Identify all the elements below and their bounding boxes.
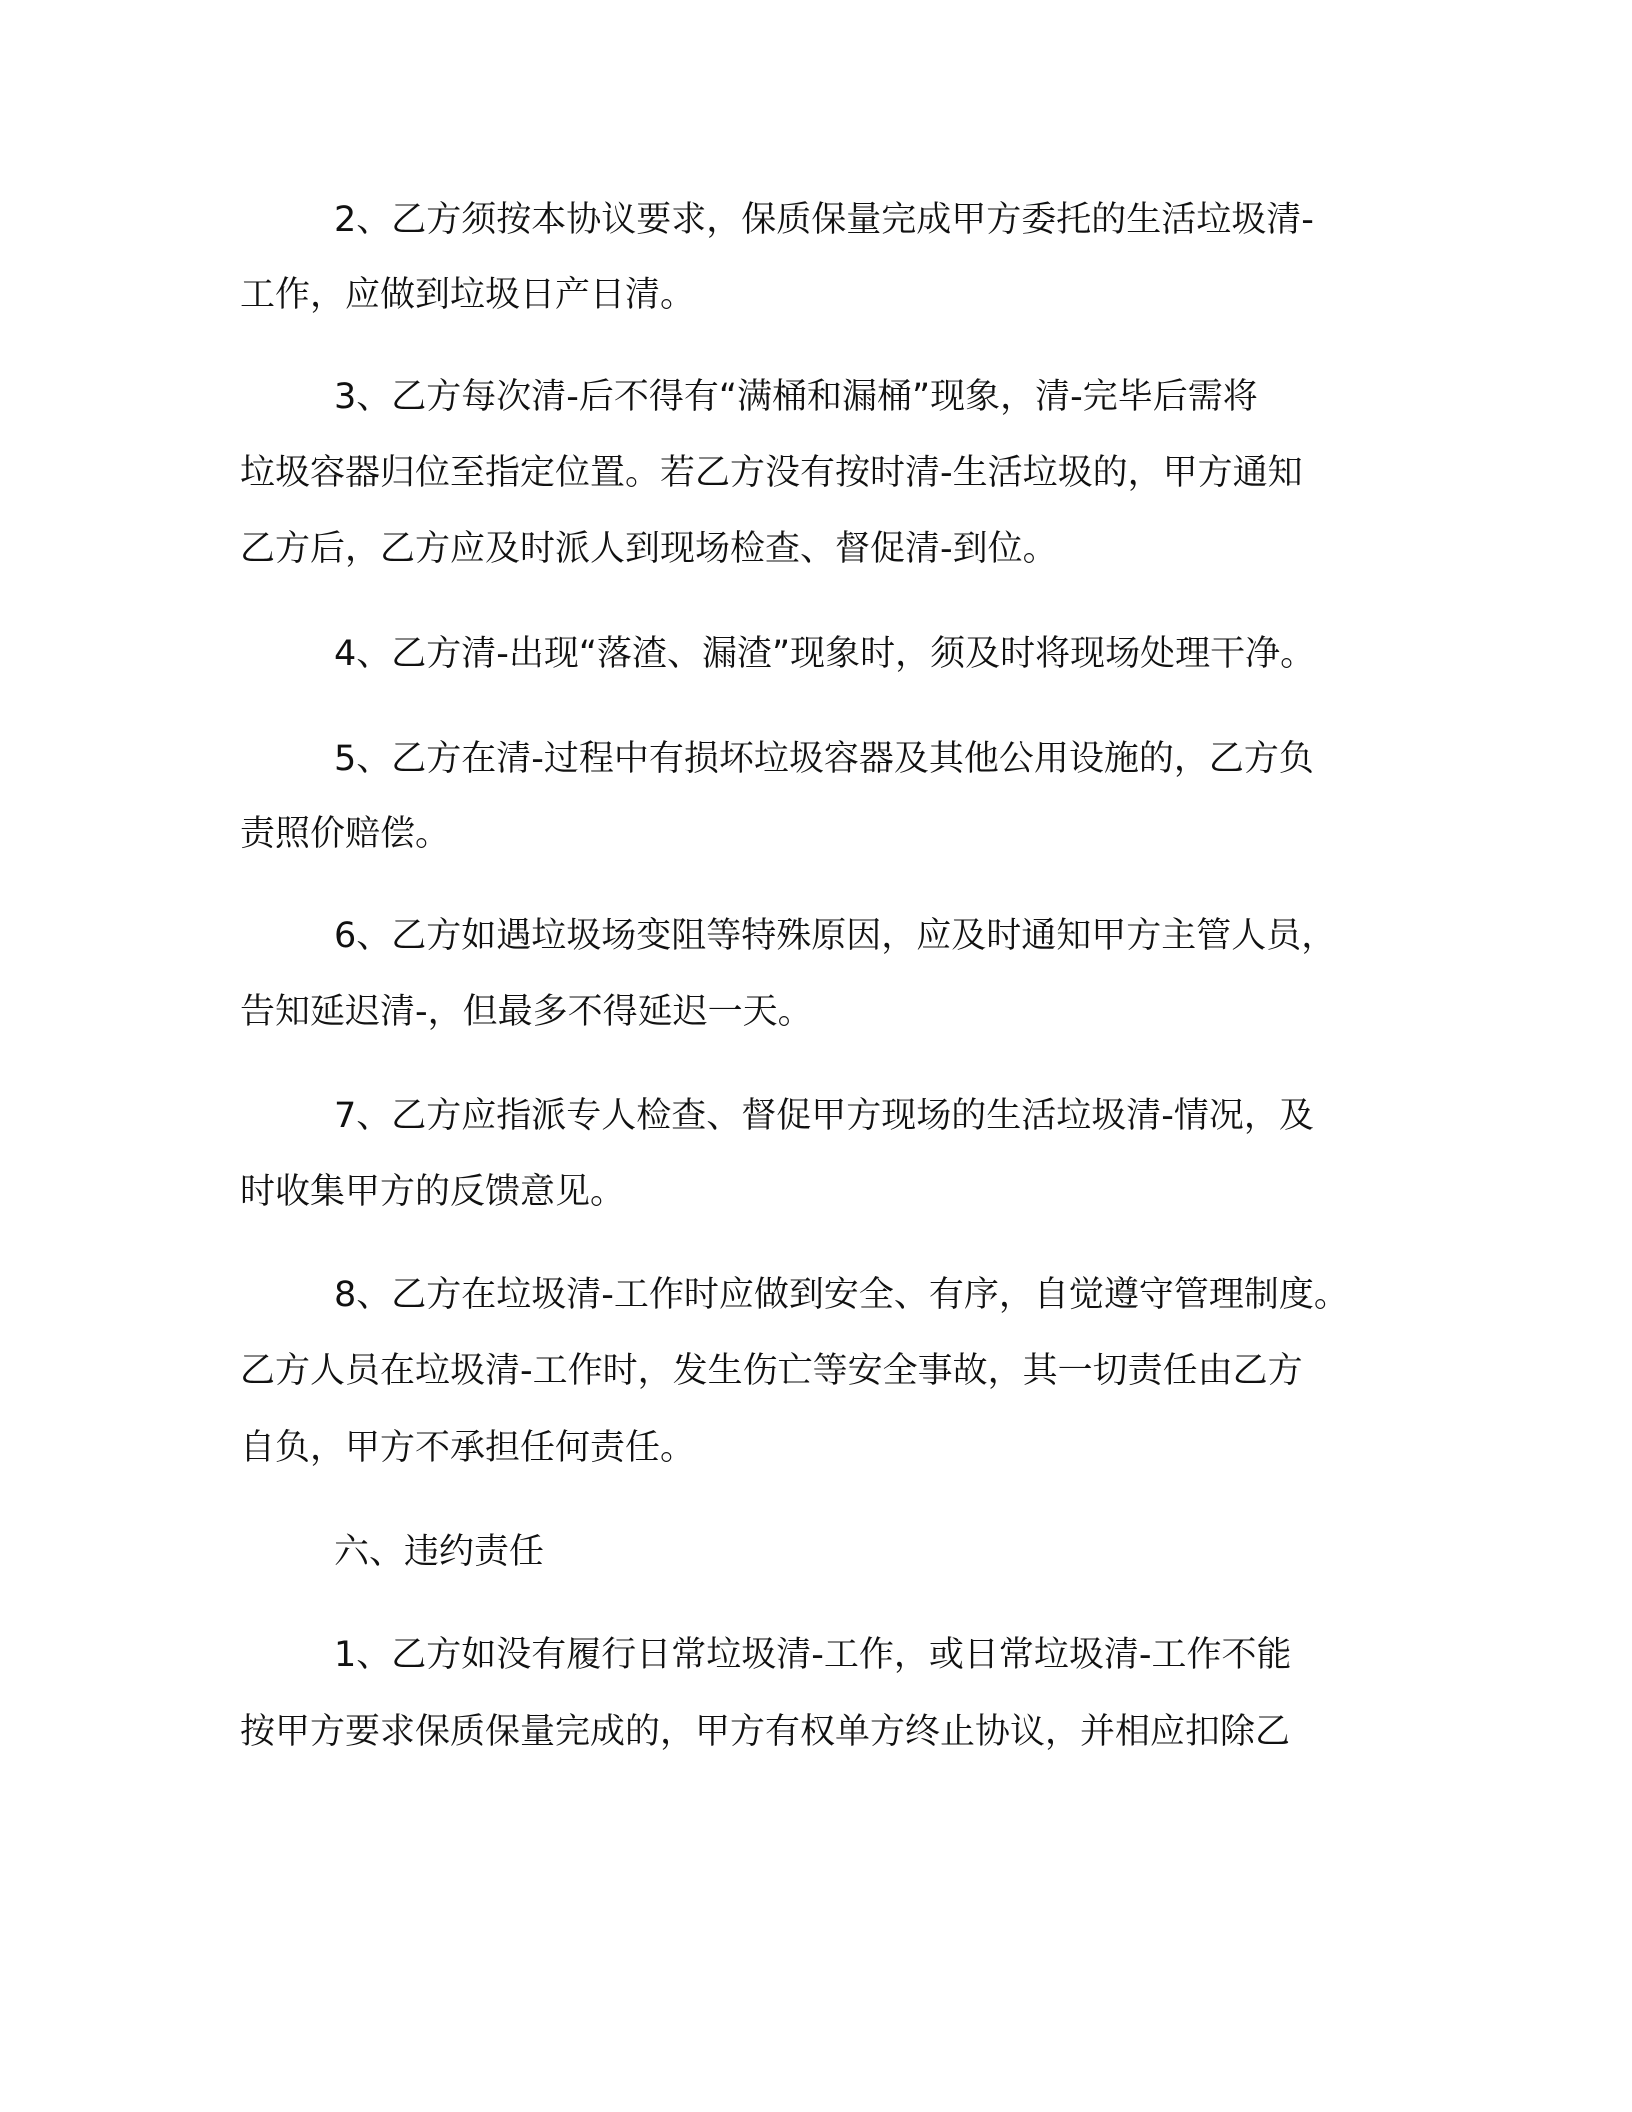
clause-8-line-2: 乙方人员在垃圾清-工作时，发生伤亡等安全事故，其一切责任由乙方 — [240, 1351, 1303, 1391]
clause-4-line-1: 4、乙方清-出现“落渣、漏渣”现象时，须及时将现场处理干净。 — [334, 634, 1316, 674]
clause-7-line-1: 7、乙方应指派专人检查、督促甲方现场的生活垃圾清-情况，及 — [334, 1096, 1314, 1136]
clause-6-line-1: 6、乙方如遇垃圾场变阻等特殊原因，应及时通知甲方主管人员， — [334, 916, 1337, 956]
clause-3-line-1: 3、乙方每次清-后不得有“满桶和漏桶”现象，清-完毕后需将 — [334, 377, 1258, 417]
clause-5-line-1: 5、乙方在清-过程中有损坏垃圾容器及其他公用设施的，乙方负 — [334, 739, 1314, 779]
clause-2-line-2: 工作，应做到垃圾日产日清。 — [240, 275, 696, 315]
section-heading: 六、违约责任 — [334, 1532, 545, 1572]
clause-5-line-2: 责照价赔偿。 — [240, 814, 451, 854]
breach-clause-1-line-2: 按甲方要求保质保量完成的，甲方有权单方终止协议，并相应扣除乙 — [240, 1712, 1291, 1752]
breach-clause-1-line-1: 1、乙方如没有履行日常垃圾清-工作，或日常垃圾清-工作不能 — [334, 1635, 1292, 1675]
clause-3-line-2: 垃圾容器归位至指定位置。若乙方没有按时清-生活垃圾的，甲方通知 — [240, 453, 1303, 493]
clause-6-line-2: 告知延迟清-，但最多不得延迟一天。 — [240, 992, 813, 1032]
clause-3-line-3: 乙方后，乙方应及时派人到现场检查、督促清-到位。 — [240, 529, 1058, 569]
clause-7-line-2: 时收集甲方的反馈意见。 — [240, 1172, 626, 1212]
clause-8-line-3: 自负，甲方不承担任何责任。 — [240, 1428, 696, 1468]
clause-2-line-1: 2、乙方须按本协议要求，保质保量完成甲方委托的生活垃圾清- — [334, 200, 1314, 240]
clause-8-line-1: 8、乙方在垃圾清-工作时应做到安全、有序，自觉遵守管理制度。 — [334, 1275, 1349, 1315]
